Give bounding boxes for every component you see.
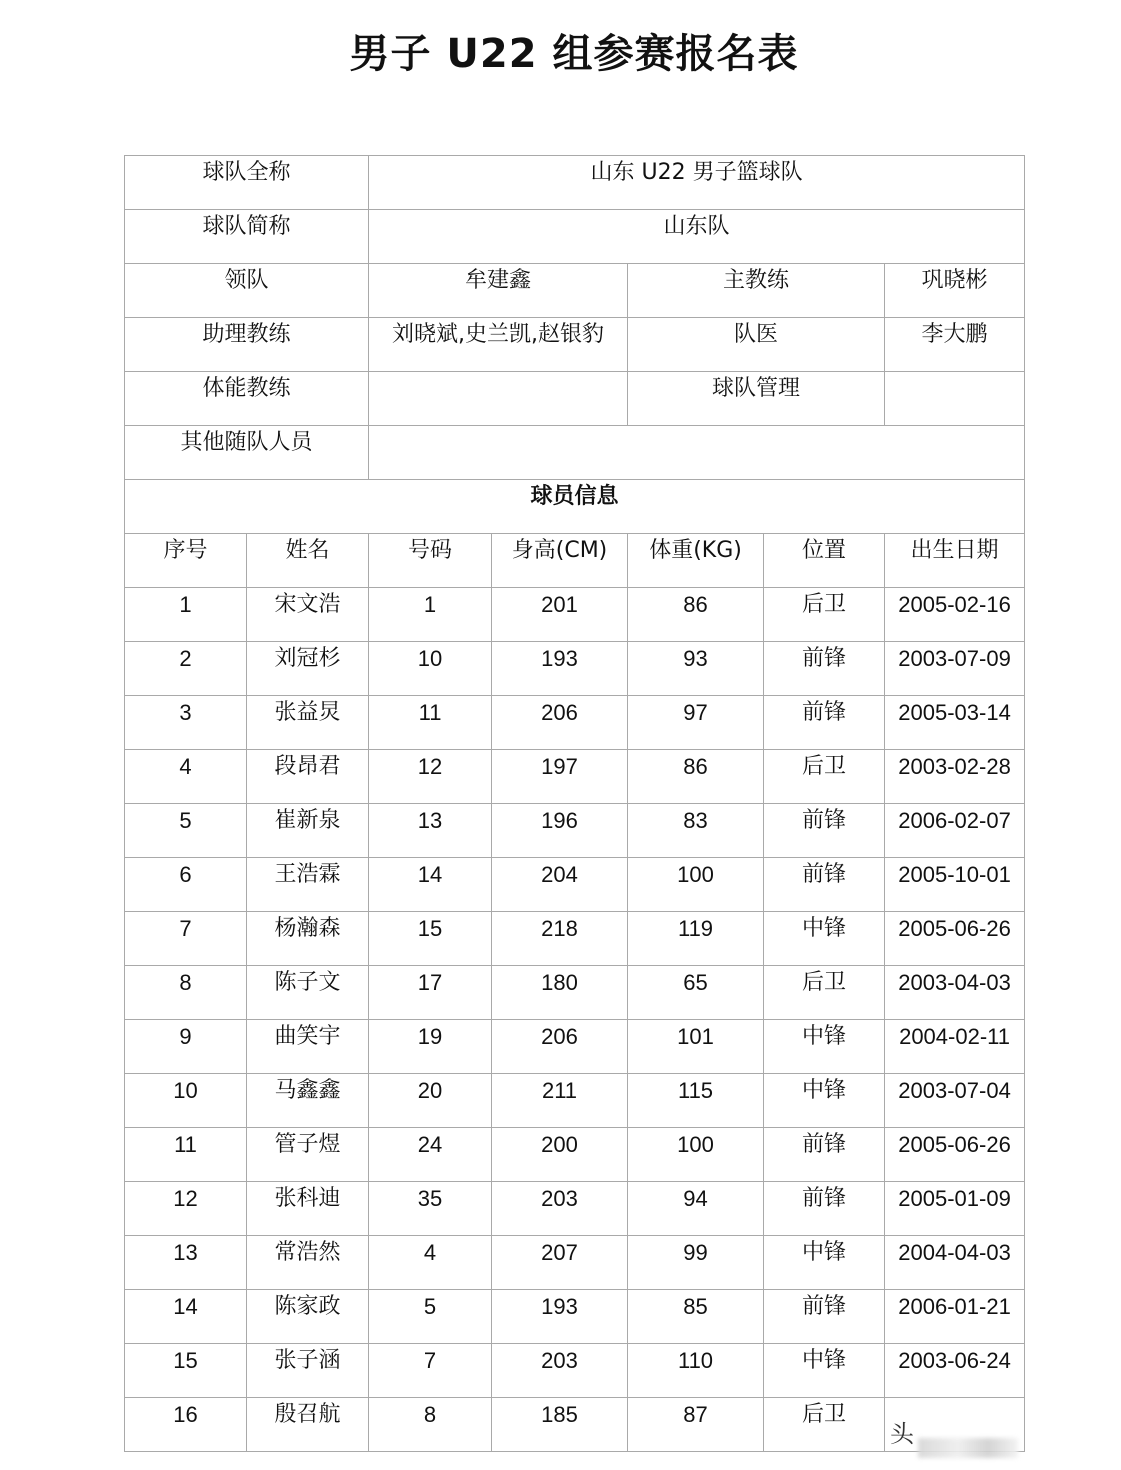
player-index-cell: 2 bbox=[125, 642, 247, 696]
player-dob-cell: 2006-01-21 bbox=[885, 1290, 1025, 1344]
player-height-cell: 193 bbox=[492, 642, 628, 696]
player-dob-cell: 2003-07-09 bbox=[885, 642, 1025, 696]
player-weight-cell: 110 bbox=[628, 1344, 764, 1398]
others-label: 其他随队人员 bbox=[125, 426, 369, 480]
column-header: 位置 bbox=[764, 534, 885, 588]
player-name-cell: 段昂君 bbox=[247, 750, 369, 804]
assistant-row bbox=[125, 318, 1025, 372]
player-height-cell: 211 bbox=[492, 1074, 628, 1128]
player-jersey-cell: 17 bbox=[369, 966, 492, 1020]
fitness-label: 体能教练 bbox=[125, 372, 369, 426]
player-jersey-cell: 1 bbox=[369, 588, 492, 642]
player-jersey-cell: 14 bbox=[369, 858, 492, 912]
others-row bbox=[125, 426, 1025, 480]
player-dob-cell: 2003-04-03 bbox=[885, 966, 1025, 1020]
player-height-cell: 185 bbox=[492, 1398, 628, 1452]
player-dob-cell: 2005-01-09 bbox=[885, 1182, 1025, 1236]
player-name-cell: 张子涵 bbox=[247, 1344, 369, 1398]
player-row bbox=[125, 1290, 1025, 1344]
player-position-cell: 中锋 bbox=[764, 1236, 885, 1290]
column-header: 体重(KG) bbox=[628, 534, 764, 588]
player-dob-cell: 2004-02-11 bbox=[885, 1020, 1025, 1074]
player-row bbox=[125, 1074, 1025, 1128]
player-index-cell: 4 bbox=[125, 750, 247, 804]
column-header: 序号 bbox=[125, 534, 247, 588]
player-position-cell: 中锋 bbox=[764, 1074, 885, 1128]
player-jersey-cell: 19 bbox=[369, 1020, 492, 1074]
player-name-cell: 张科迪 bbox=[247, 1182, 369, 1236]
doctor-label: 队医 bbox=[628, 318, 885, 372]
player-height-cell: 206 bbox=[492, 1020, 628, 1074]
player-jersey-cell: 8 bbox=[369, 1398, 492, 1452]
player-index-cell: 14 bbox=[125, 1290, 247, 1344]
player-position-cell: 前锋 bbox=[764, 642, 885, 696]
player-height-cell: 193 bbox=[492, 1290, 628, 1344]
player-dob-cell: 2005-03-14 bbox=[885, 696, 1025, 750]
player-weight-cell: 97 bbox=[628, 696, 764, 750]
player-index-cell: 13 bbox=[125, 1236, 247, 1290]
player-dob-cell: 2003-06-24 bbox=[885, 1344, 1025, 1398]
fitness-value bbox=[369, 372, 628, 426]
player-height-cell: 203 bbox=[492, 1182, 628, 1236]
leader-row bbox=[125, 264, 1025, 318]
player-index-cell: 15 bbox=[125, 1344, 247, 1398]
player-jersey-cell: 24 bbox=[369, 1128, 492, 1182]
player-dob-cell: 2006-02-07 bbox=[885, 804, 1025, 858]
player-name-cell: 曲笑宇 bbox=[247, 1020, 369, 1074]
registration-form bbox=[124, 155, 1025, 1452]
player-name-cell: 宋文浩 bbox=[247, 588, 369, 642]
player-position-cell: 后卫 bbox=[764, 750, 885, 804]
player-name-cell: 马鑫鑫 bbox=[247, 1074, 369, 1128]
player-weight-cell: 99 bbox=[628, 1236, 764, 1290]
player-name-cell: 王浩霖 bbox=[247, 858, 369, 912]
player-index-cell: 12 bbox=[125, 1182, 247, 1236]
player-height-cell: 207 bbox=[492, 1236, 628, 1290]
manager-value bbox=[885, 372, 1025, 426]
player-weight-cell: 94 bbox=[628, 1182, 764, 1236]
player-index-cell: 10 bbox=[125, 1074, 247, 1128]
team-short-name-value: 山东队 bbox=[369, 210, 1025, 264]
player-position-cell: 前锋 bbox=[764, 804, 885, 858]
player-height-cell: 218 bbox=[492, 912, 628, 966]
player-dob-cell: 2005-06-26 bbox=[885, 1128, 1025, 1182]
player-name-cell: 杨瀚森 bbox=[247, 912, 369, 966]
leader-label: 领队 bbox=[125, 264, 369, 318]
player-weight-cell: 86 bbox=[628, 588, 764, 642]
player-index-cell: 9 bbox=[125, 1020, 247, 1074]
player-row bbox=[125, 750, 1025, 804]
player-dob-cell: 2003-07-04 bbox=[885, 1074, 1025, 1128]
player-height-cell: 196 bbox=[492, 804, 628, 858]
player-weight-cell: 87 bbox=[628, 1398, 764, 1452]
player-row bbox=[125, 696, 1025, 750]
player-height-cell: 203 bbox=[492, 1344, 628, 1398]
doctor-value: 李大鹏 bbox=[885, 318, 1025, 372]
player-jersey-cell: 12 bbox=[369, 750, 492, 804]
player-row bbox=[125, 966, 1025, 1020]
player-position-cell: 前锋 bbox=[764, 1290, 885, 1344]
player-dob-cell: 2004-04-03 bbox=[885, 1236, 1025, 1290]
head-coach-label: 主教练 bbox=[628, 264, 885, 318]
team-full-name-value: 山东 U22 男子篮球队 bbox=[369, 156, 1025, 210]
player-height-cell: 180 bbox=[492, 966, 628, 1020]
player-height-cell: 200 bbox=[492, 1128, 628, 1182]
player-row bbox=[125, 1182, 1025, 1236]
player-index-cell: 16 bbox=[125, 1398, 247, 1452]
player-index-cell: 11 bbox=[125, 1128, 247, 1182]
player-jersey-cell: 35 bbox=[369, 1182, 492, 1236]
player-weight-cell: 86 bbox=[628, 750, 764, 804]
assistant-value: 刘晓斌,史兰凯,赵银豹 bbox=[369, 318, 628, 372]
others-value bbox=[369, 426, 1025, 480]
player-row bbox=[125, 1020, 1025, 1074]
player-height-cell: 197 bbox=[492, 750, 628, 804]
column-header: 号码 bbox=[369, 534, 492, 588]
player-weight-cell: 83 bbox=[628, 804, 764, 858]
watermark-glyph: 头 bbox=[890, 1420, 914, 1448]
column-header: 身高(CM) bbox=[492, 534, 628, 588]
player-position-cell: 前锋 bbox=[764, 1128, 885, 1182]
player-jersey-cell: 13 bbox=[369, 804, 492, 858]
assistant-label: 助理教练 bbox=[125, 318, 369, 372]
player-weight-cell: 101 bbox=[628, 1020, 764, 1074]
player-row bbox=[125, 858, 1025, 912]
player-jersey-cell: 4 bbox=[369, 1236, 492, 1290]
player-jersey-cell: 20 bbox=[369, 1074, 492, 1128]
player-dob-cell: 2005-10-01 bbox=[885, 858, 1025, 912]
player-position-cell: 后卫 bbox=[764, 588, 885, 642]
player-position-cell: 中锋 bbox=[764, 1020, 885, 1074]
player-position-cell: 前锋 bbox=[764, 858, 885, 912]
player-height-cell: 206 bbox=[492, 696, 628, 750]
player-weight-cell: 100 bbox=[628, 1128, 764, 1182]
player-name-cell: 管子煜 bbox=[247, 1128, 369, 1182]
player-dob-cell: 2005-06-26 bbox=[885, 912, 1025, 966]
player-jersey-cell: 7 bbox=[369, 1344, 492, 1398]
player-jersey-cell: 5 bbox=[369, 1290, 492, 1344]
team-full-name-label: 球队全称 bbox=[125, 156, 369, 210]
player-row bbox=[125, 1236, 1025, 1290]
player-index-cell: 7 bbox=[125, 912, 247, 966]
player-dob-cell: 2003-02-28 bbox=[885, 750, 1025, 804]
player-weight-cell: 100 bbox=[628, 858, 764, 912]
player-weight-cell: 115 bbox=[628, 1074, 764, 1128]
column-header: 出生日期 bbox=[885, 534, 1025, 588]
player-name-cell: 张益炅 bbox=[247, 696, 369, 750]
player-row bbox=[125, 1344, 1025, 1398]
leader-value: 牟建鑫 bbox=[369, 264, 628, 318]
form-body bbox=[125, 156, 1025, 1452]
player-position-cell: 前锋 bbox=[764, 1182, 885, 1236]
team-short-name-row bbox=[125, 210, 1025, 264]
player-name-cell: 陈子文 bbox=[247, 966, 369, 1020]
blurred-date-overlay bbox=[918, 1438, 1018, 1458]
team-short-name-label: 球队简称 bbox=[125, 210, 369, 264]
player-dob-cell: 2005-02-16 bbox=[885, 588, 1025, 642]
player-height-cell: 201 bbox=[492, 588, 628, 642]
player-name-cell: 刘冠杉 bbox=[247, 642, 369, 696]
player-jersey-cell: 15 bbox=[369, 912, 492, 966]
player-name-cell: 殷召航 bbox=[247, 1398, 369, 1452]
registration-table bbox=[124, 155, 1025, 1452]
player-name-cell: 常浩然 bbox=[247, 1236, 369, 1290]
player-jersey-cell: 10 bbox=[369, 642, 492, 696]
player-position-cell: 后卫 bbox=[764, 1398, 885, 1452]
players-header-row bbox=[125, 534, 1025, 588]
manager-label: 球队管理 bbox=[628, 372, 885, 426]
column-header: 姓名 bbox=[247, 534, 369, 588]
player-name-cell: 崔新泉 bbox=[247, 804, 369, 858]
document-title: 男子 U22 组参赛报名表 bbox=[349, 31, 799, 77]
player-index-cell: 8 bbox=[125, 966, 247, 1020]
players-section-row bbox=[125, 480, 1025, 534]
player-position-cell: 前锋 bbox=[764, 696, 885, 750]
players-section-title: 球员信息 bbox=[125, 480, 1025, 534]
player-row bbox=[125, 642, 1025, 696]
fitness-row bbox=[125, 372, 1025, 426]
head-coach-value: 巩晓彬 bbox=[885, 264, 1025, 318]
player-height-cell: 204 bbox=[492, 858, 628, 912]
player-index-cell: 6 bbox=[125, 858, 247, 912]
player-name-cell: 陈家政 bbox=[247, 1290, 369, 1344]
player-weight-cell: 93 bbox=[628, 642, 764, 696]
player-weight-cell: 65 bbox=[628, 966, 764, 1020]
player-position-cell: 中锋 bbox=[764, 1344, 885, 1398]
player-index-cell: 5 bbox=[125, 804, 247, 858]
player-weight-cell: 119 bbox=[628, 912, 764, 966]
player-position-cell: 后卫 bbox=[764, 966, 885, 1020]
player-row bbox=[125, 588, 1025, 642]
player-weight-cell: 85 bbox=[628, 1290, 764, 1344]
player-jersey-cell: 11 bbox=[369, 696, 492, 750]
player-row bbox=[125, 912, 1025, 966]
player-index-cell: 3 bbox=[125, 696, 247, 750]
team-full-name-row bbox=[125, 156, 1025, 210]
player-row bbox=[125, 1128, 1025, 1182]
player-row bbox=[125, 804, 1025, 858]
player-index-cell: 1 bbox=[125, 588, 247, 642]
player-position-cell: 中锋 bbox=[764, 912, 885, 966]
